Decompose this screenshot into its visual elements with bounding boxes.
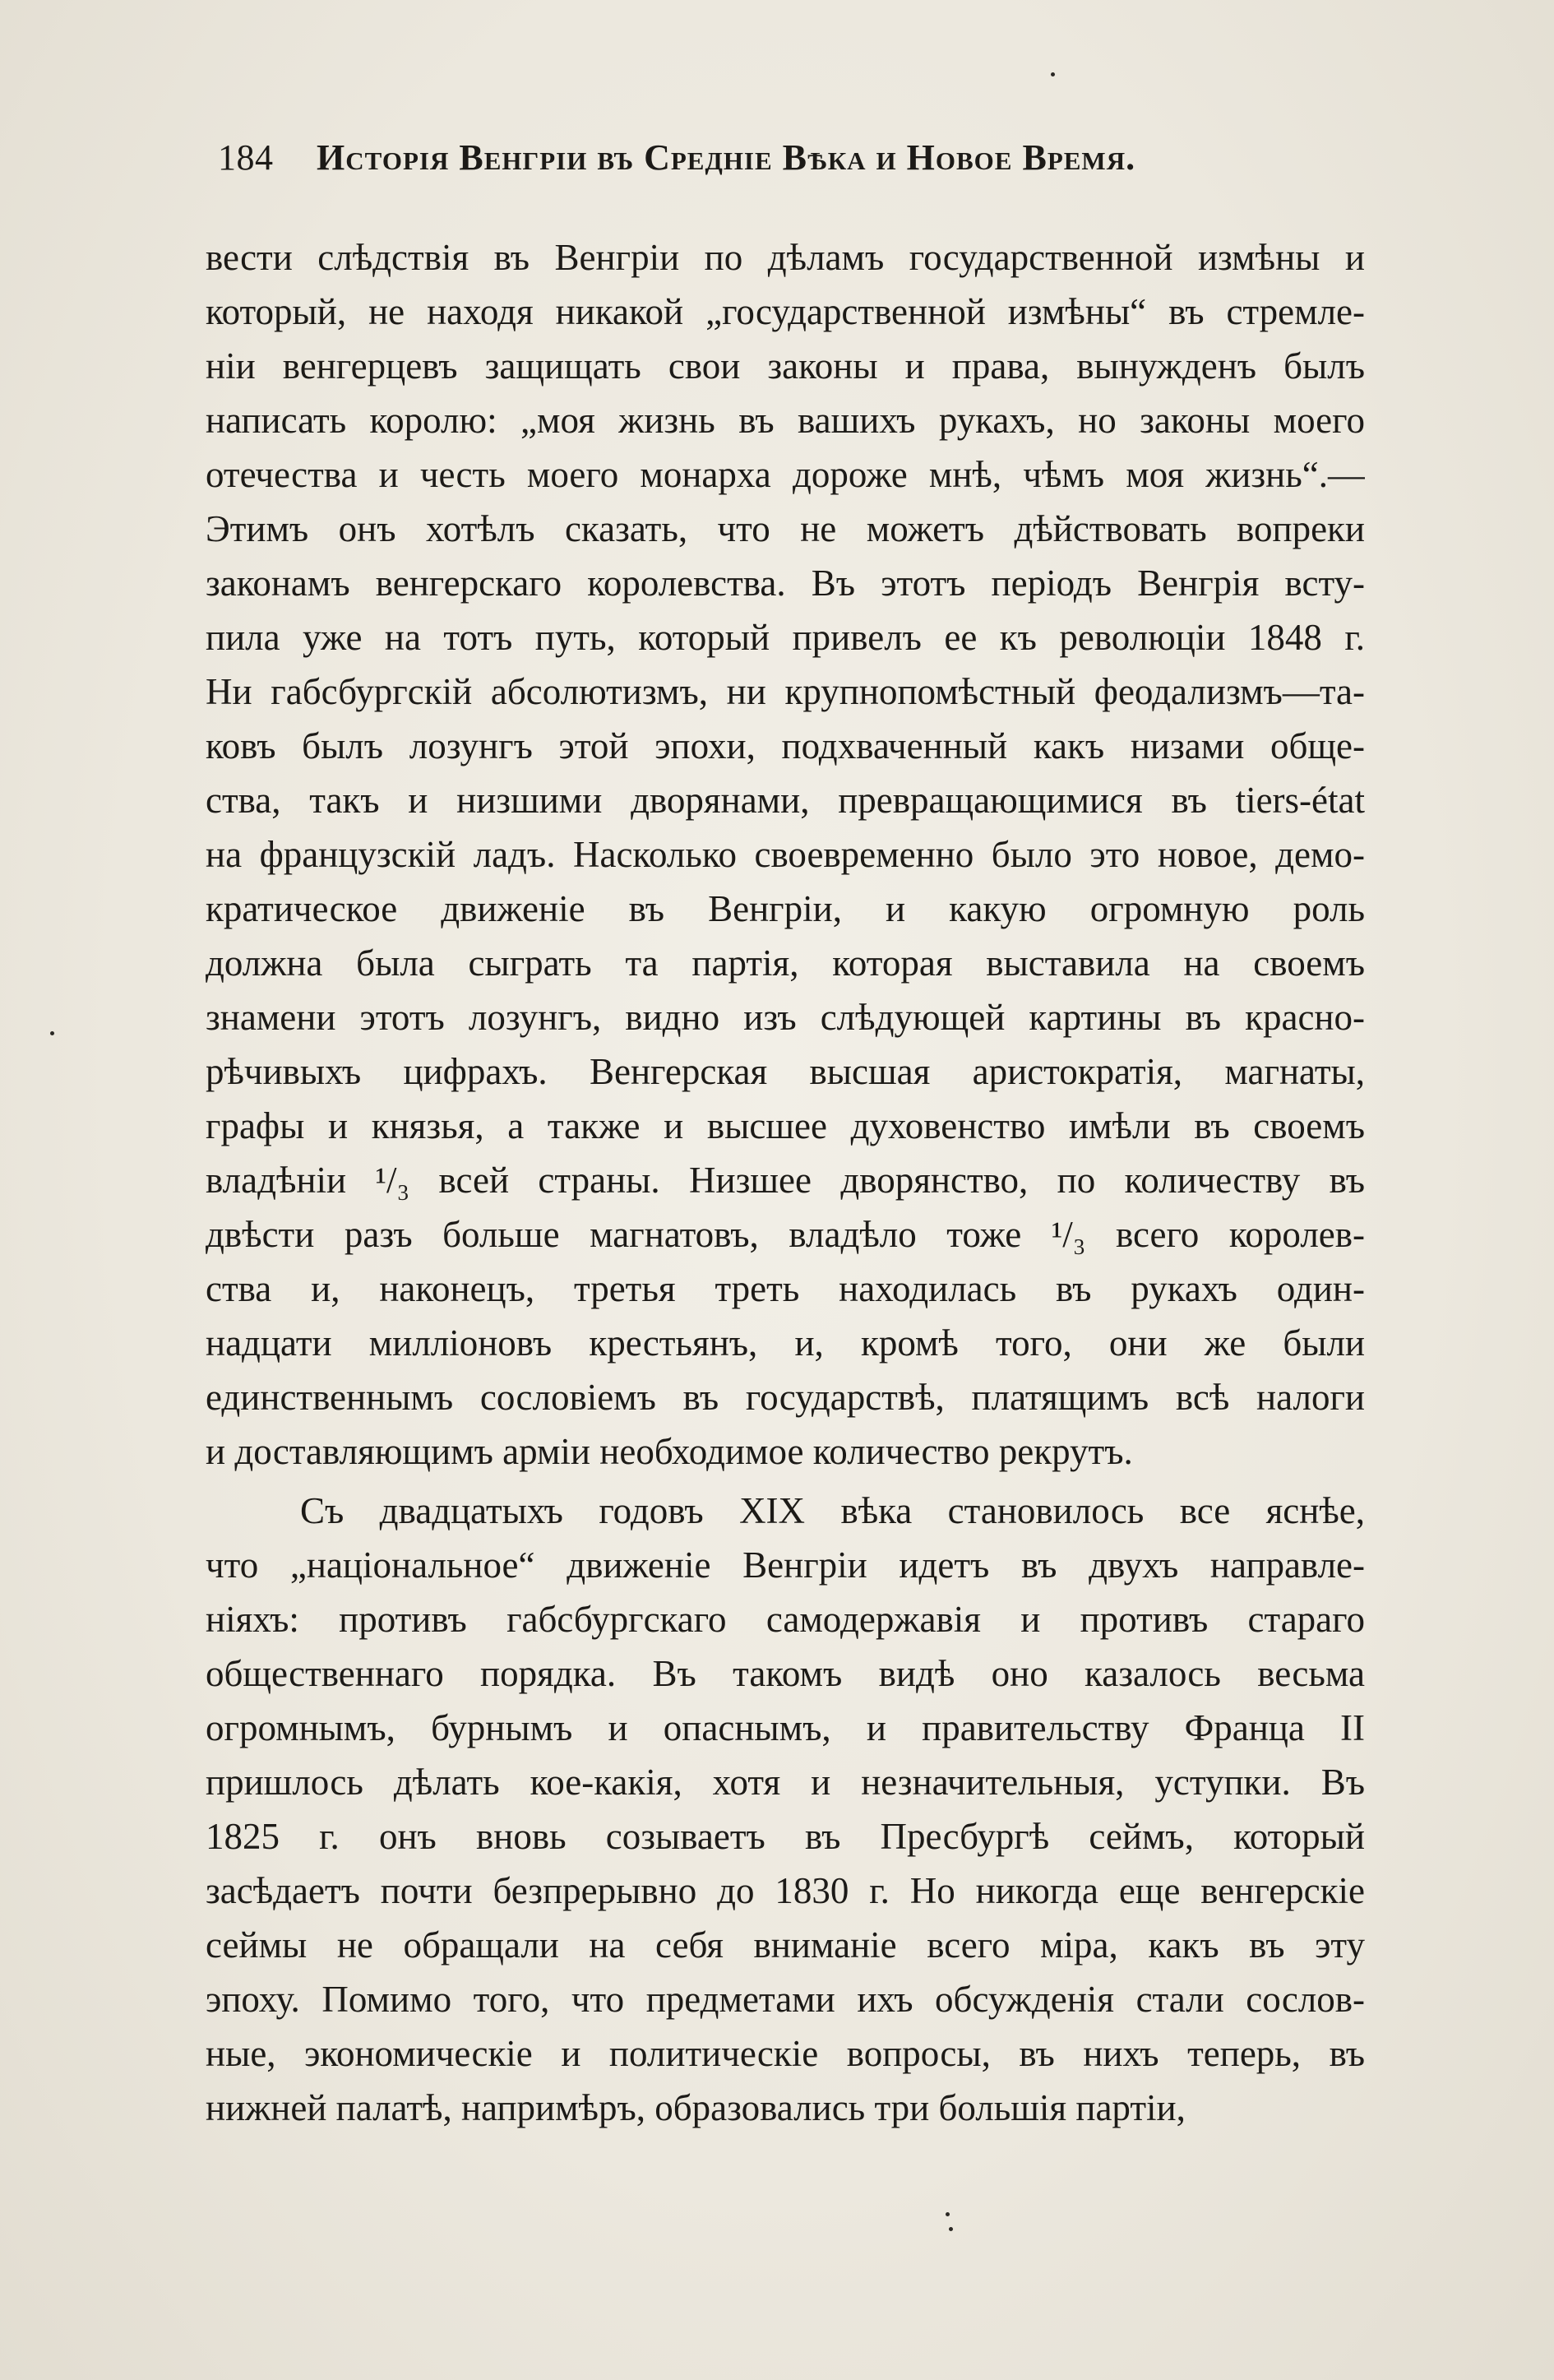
text-line: владѣніи ¹/₃ всей страны. Низшее дворянство, по количеству въ — [206, 1160, 1365, 1201]
paragraph — [206, 1484, 1365, 2135]
text-line: огромнымъ, бурнымъ и опаснымъ, и правительству Франца II — [206, 1707, 1365, 1748]
text-line: ные, экономическіе и политическіе вопросы, въ нихъ теперь, въ — [206, 2033, 1365, 2074]
text-line: пришлось дѣлать кое-какія, хотя и незначительныя, уступки. Въ — [206, 1762, 1365, 1803]
text-line: написать королю: „моя жизнь въ вашихъ рукахъ, но законы моего — [206, 400, 1365, 441]
text-line: 1825 г. онъ вновь созываетъ въ Пресбургѣ сеймъ, который — [206, 1816, 1365, 1857]
text-line: кратическое движеніе въ Венгріи, и какую огромную роль — [206, 888, 1365, 929]
text-line: эпоху. Помимо того, что предметами ихъ обсужденія стали сослов- — [206, 1979, 1365, 2020]
print-speck — [946, 2212, 950, 2216]
text-line: единственнымъ сословіемъ въ государствѣ, платящимъ всѣ налоги — [206, 1377, 1365, 1418]
text-line: рѣчивыхъ цифрахъ. Венгерская высшая аристократія, магнаты, — [206, 1051, 1365, 1092]
text-line: ства и, наконецъ, третья треть находилась въ рукахъ один- — [206, 1268, 1365, 1309]
text-line: законамъ венгерскаго королевства. Въ этотъ періодъ Венгрія всту- — [206, 563, 1365, 604]
text-line: двѣсти разъ больше магнатовъ, владѣло тоже ¹/₃ всего королев- — [206, 1214, 1365, 1255]
text-line: Ни габсбургскій абсолютизмъ, ни крупнопомѣстный феодализмъ—та- — [206, 671, 1365, 712]
text-line: засѣдаетъ почти безпрерывно до 1830 г. Но никогда еще венгерскіе — [206, 1870, 1365, 1911]
text-line: нижней палатѣ, напримѣръ, образовались три большія партіи, — [206, 2087, 1186, 2128]
paragraph — [206, 230, 1365, 1479]
text-line: отечества и честь моего монарха дороже мнѣ, чѣмъ моя жизнь“.— — [206, 454, 1365, 495]
print-speck — [949, 2227, 953, 2231]
text-line: ніяхъ: противъ габсбургскаго самодержавія и противъ стараго — [206, 1599, 1365, 1640]
print-speck — [1051, 72, 1055, 76]
text-line: знамени этотъ лозунгъ, видно изъ слѣдующей картины въ красно- — [206, 997, 1365, 1038]
text-line: сеймы не обращали на себя вниманіе всего міра, какъ въ эту — [206, 1924, 1365, 1966]
page-number: 184 — [218, 137, 274, 178]
text-line: Съ двадцатыхъ годовъ XIX вѣка становилось все яснѣе, — [300, 1490, 1365, 1531]
text-line: вести слѣдствія въ Венгріи по дѣламъ государственной измѣны и — [206, 237, 1365, 278]
text-line: Этимъ онъ хотѣлъ сказать, что не можетъ дѣйствовать вопреки — [206, 508, 1365, 549]
text-line: общественнаго порядка. Въ такомъ видѣ оно казалось весьма — [206, 1653, 1365, 1694]
text-line: что „національное“ движеніе Венгріи идетъ въ двухъ направле- — [206, 1544, 1365, 1586]
page-header — [218, 137, 1369, 186]
text-line: надцати милліоновъ крестьянъ, и, кромѣ того, они же были — [206, 1322, 1365, 1364]
text-line: который, не находя никакой „государственной измѣны“ въ стремле- — [206, 291, 1365, 332]
text-line: графы и князья, а также и высшее духовенство имѣли въ своемъ — [206, 1105, 1365, 1146]
text-line: пила уже на тотъ путь, который привелъ ее къ революціи 1848 г. — [206, 617, 1365, 658]
text-line: ства, такъ и низшими дворянами, превращающимися въ tiers-état — [206, 780, 1365, 821]
text-line: ковъ былъ лозунгъ этой эпохи, подхваченный какъ низами обще- — [206, 725, 1365, 766]
text-line: ніи венгерцевъ защищать свои законы и права, вынужденъ былъ — [206, 345, 1365, 387]
text-line: и доставляющимъ арміи необходимое количество рекрутъ. — [206, 1431, 1133, 1472]
body-text — [206, 230, 1365, 2135]
text-line: на французскій ладъ. Насколько своевременно было это новое, демо- — [206, 834, 1365, 875]
print-speck — [50, 1031, 54, 1035]
text-line: должна была сыграть та партія, которая выставила на своемъ — [206, 942, 1365, 984]
running-title: Исторія Венгріи въ Средніе Вѣка и Новое Время. — [317, 137, 1136, 178]
